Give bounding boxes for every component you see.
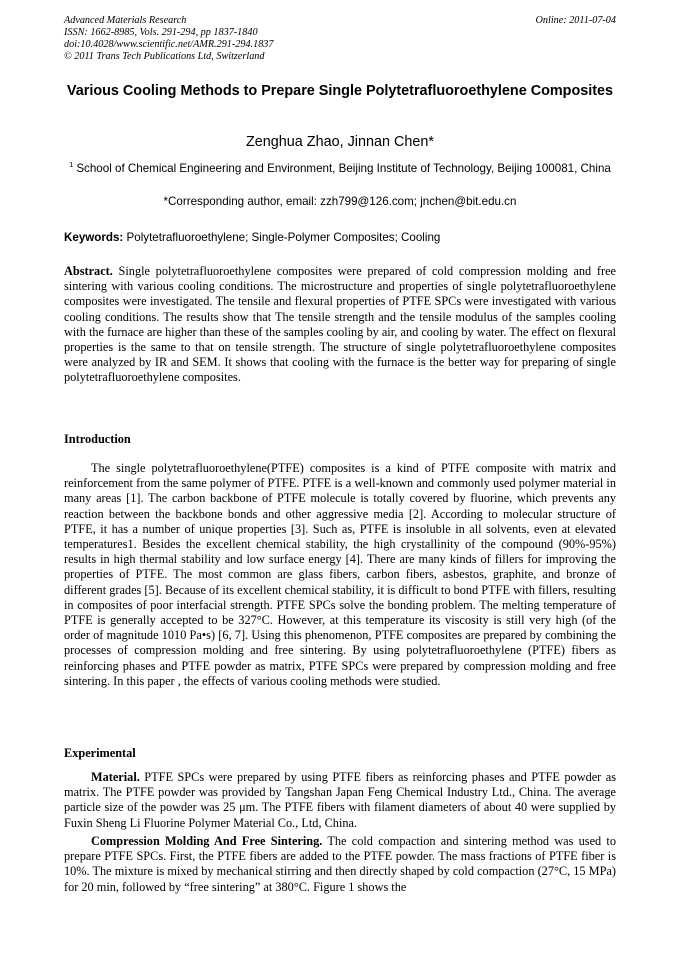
- journal-name: Advanced Materials Research: [64, 15, 187, 26]
- corresponding-author: *Corresponding author, email: zzh799@126.com; jnchen@bit.edu.cn: [163, 195, 517, 208]
- author-list: Zenghua Zhao, Jinnan Chen*: [245, 134, 434, 150]
- affiliation-text: School of Chemical Engineering and Environment, Beijing Institute of Technology, Beijing 100081, China: [76, 162, 611, 175]
- keywords-text: Polytetrafluoroethylene; Single-Polymer Composites; Cooling: [126, 231, 441, 244]
- journal-info: [64, 15, 273, 63]
- abstract: [64, 264, 616, 386]
- online-date: Online: 2011-07-04: [535, 15, 616, 26]
- copyright-line: © 2011 Trans Tech Publications Ltd, Switzerland: [64, 51, 265, 62]
- doi-line: doi:10.4028/www.scientific.net/AMR.291-294.1837: [64, 39, 274, 50]
- keywords-label: Keywords:: [64, 231, 124, 244]
- material-label: Material.: [91, 770, 140, 784]
- affiliation-marker: 1: [69, 160, 74, 169]
- abstract-text: Single polytetrafluoroethylene composites were prepared of cold compression molding and free sintering with various cooling conditions. The microstructure and properties of single polytetrafluoroethylene composites were investigated. The tensile and flexural properties of PTFE SPCs were investigated with various cooling conditions. The results show that The tensile strength and the tensile modulus of the samples cooling with the furnace are higher than these of the samples cooling by air, and cooling by water. The effect on flexural properties is the same to that on tensile strength. The structure of single polytetrafluoroethylene composites were analyzed by IR and SEM. It shows that cooling with the furnace is the better way for preparing of single polytetrafluoroethylene composites.: [64, 264, 617, 385]
- compression-text: The cold compaction and sintering method was used to prepare PTFE SPCs. First, the PTFE fibers are added to the PTFE powder. The mass fractions of PTFE fiber is 10%. The mixture is mixed by mechanical stirring and then directly shaped by cold compaction (27°C, 15 MPa) for 20 min, followed by “free sintering” at 380°C. Figure 1 shows the: [64, 834, 616, 894]
- compression-paragraph: [64, 834, 616, 895]
- material-paragraph: [64, 770, 616, 831]
- experimental-heading: Experimental: [64, 746, 136, 760]
- abstract-label: Abstract.: [64, 264, 113, 278]
- introduction-paragraph: The single polytetrafluoroethylene(PTFE) composites is a kind of PTFE composite with matrix and reinforcement from the same polymer of PTFE. PTFE is a well-known and commonly used polymer material in many areas [1]. The carbon backbone of PTFE molecule is totally covered by fluorine, which prevents any reaction between the backbone bonds and other aggressive media [2]. According to molecular structure of PTFE, it has a number of unique properties [3]. Such as, PTFE is insoluble in all solvents, even at elevated temperatures1. Besides the excellent chemical stability, the high crystallinity of the compound (90%-95%) results in high thermal stability and low surface energy [4]. There are many kinds of fillers for improving the properties of PTFE. The most common are glass fibers, carbon fibers, asbestos, graphite, and bronze of different grades [5]. Because of its excellent chemical stability, it is difficult to bond PTFE with fillers, resulting in composites of poor interfacial strength. PTFE SPCs solve the bonding problem. The melting temperature of PTFE is generally accepted to be 327°C. However, at this temperature its viscosity is still very high (of the order of magnitude 1010 Pa•s) [6, 7]. Using this phenomenon, PTFE composites are prepared by combining the processes of compression molding and free sintering. By using polytetrafluoroethylene (PTFE) fibers as reinforcing phases and PTFE powder as matrix, PTFE SPCs were prepared by compression molding and free sintering. In this paper , the effects of various cooling methods were studied.: [64, 461, 616, 688]
- compression-label: Compression Molding And Free Sintering.: [91, 834, 323, 848]
- introduction-heading: Introduction: [64, 432, 131, 446]
- material-text: PTFE SPCs were prepared by using PTFE fibers as reinforcing phases and PTFE powder as matrix. The PTFE powder was provided by Tangshan Japan Feng Chemical Industry Ltd., China. The average particle size of the powder was 25 μm. The PTFE fibers with filament diameters of about 40 were supplied by Fuxin Sheng Li Fluorine Polymer Material Co., Ltd, China.: [64, 770, 616, 830]
- paper-title: Various Cooling Methods to Prepare Single Polytetrafluoroethylene Composites: [66, 83, 614, 99]
- affiliation: [64, 157, 616, 176]
- keywords: [64, 230, 616, 245]
- issn-line: ISSN: 1662-8985, Vols. 291-294, pp 1837-1840: [64, 27, 258, 38]
